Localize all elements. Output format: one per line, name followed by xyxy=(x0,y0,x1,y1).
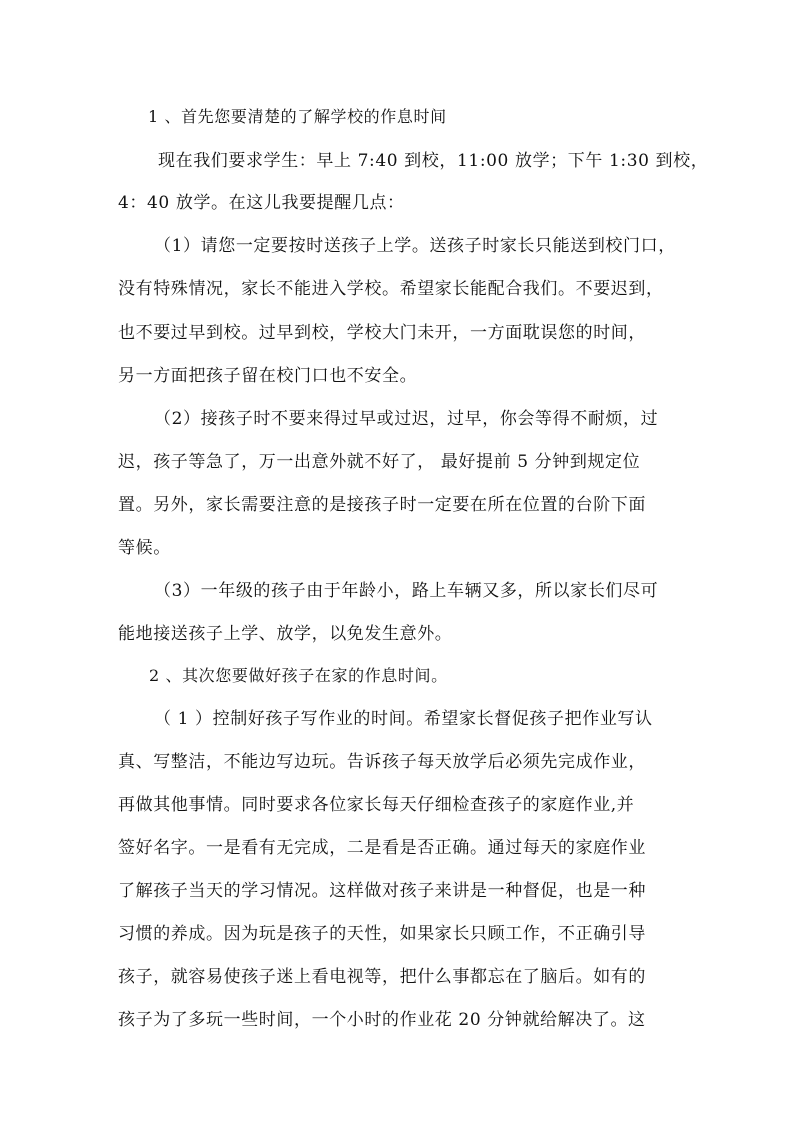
paragraph-line: 习惯的养成。因为玩是孩子的天性，如果家长只顾工作，不正确引导 xyxy=(118,924,646,944)
paragraph-line: 等候。 xyxy=(118,538,171,558)
paragraph-line: 4：40 放学。在这儿我要提醒几点： xyxy=(118,193,405,213)
paragraph-line: 另一方面把孩子留在校门口也不安全。 xyxy=(118,366,418,386)
paragraph-line: 真、写整洁，不能边写边玩。告诉孩子每天放学后必须先完成作业， xyxy=(118,752,646,772)
list-item-3-line: （3）一年级的孩子由于年龄小，路上车辆又多，所以家长们尽可 xyxy=(154,581,659,601)
list-item-2-line: （2）接孩子时不要来得过早或过迟，过早，你会等得不耐烦，过 xyxy=(154,409,659,429)
paragraph-line: 孩子为了多玩一些时间，一个小时的作业花 20 分钟就给解决了。这 xyxy=(118,1010,646,1030)
paragraph-line: 了解孩子当天的学习情况。这样做对孩子来讲是一种督促，也是一种 xyxy=(118,881,646,901)
paragraph-line: 现在我们要求学生：早上 7:40 到校，11:00 放学；下午 1:30 到校， xyxy=(158,151,709,171)
section-heading-1: 1 、首先您要清楚的了解学校的作息时间 xyxy=(148,107,447,126)
section-heading-2: 2 、其次您要做好孩子在家的作息时间。 xyxy=(149,666,448,685)
paragraph-line: 迟，孩子等急了，万一出意外就不好了， 最好提前 5 分钟到规定位 xyxy=(118,452,641,472)
paragraph-line: 也不要过早到校。过早到校，学校大门未开，一方面耽误您的时间， xyxy=(118,323,646,343)
paragraph-line: 再做其他事情。同时要求各位家长每天仔细检查孩子的家庭作业,并 xyxy=(118,795,635,815)
paragraph-line: 签好名字。一是看有无完成，二是看是否正确。通过每天的家庭作业 xyxy=(118,838,646,858)
list-item-1-line: （ 1 ）控制好孩子写作业的时间。希望家长督促孩子把作业写认 xyxy=(154,709,653,729)
paragraph-line: 置。另外，家长需要注意的是接孩子时一定要在所在位置的台阶下面 xyxy=(118,495,646,515)
paragraph-line: 孩子，就容易使孩子迷上看电视等，把什么事都忘在了脑后。如有的 xyxy=(118,967,646,987)
paragraph-line: 能地接送孩子上学、放学，以免发生意外。 xyxy=(118,624,453,644)
list-item-1-line: （1）请您一定要按时送孩子上学。送孩子时家长只能送到校门口， xyxy=(154,236,676,256)
paragraph-line: 没有特殊情况，家长不能进入学校。希望家长能配合我们。不要迟到， xyxy=(118,279,664,299)
